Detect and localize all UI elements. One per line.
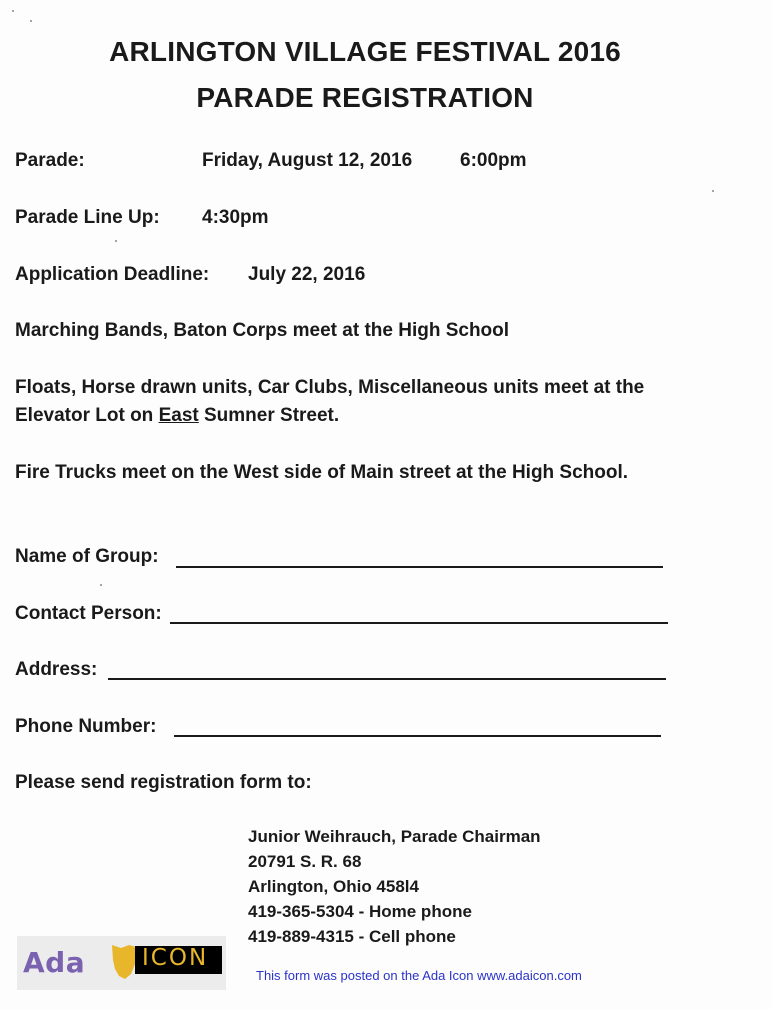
send-label: Please send registration form to:	[15, 772, 312, 793]
phone-label: Phone Number:	[15, 716, 157, 737]
chairman-name: Junior Weihrauch, Parade Chairman	[248, 827, 541, 846]
logo-ada-text: Ada	[23, 946, 86, 979]
group-field[interactable]	[176, 566, 663, 568]
ada-icon-logo	[17, 936, 226, 990]
contact-label: Contact Person:	[15, 603, 162, 624]
floats-note-east: East	[158, 405, 199, 426]
contact-field[interactable]	[170, 622, 668, 624]
chairman-home-phone: 419-365-5304 - Home phone	[248, 902, 472, 921]
parade-time: 6:00pm	[460, 150, 527, 171]
scan-speck	[115, 240, 117, 242]
bands-note: Marching Bands, Baton Corps meet at the High School	[15, 320, 510, 341]
logo-icon-text: ICON	[142, 945, 209, 971]
chairman-city: Arlington, Ohio 458l4	[248, 877, 419, 896]
scan-speck	[100, 584, 102, 586]
scan-speck	[30, 20, 32, 22]
group-label: Name of Group:	[15, 546, 159, 567]
address-label: Address:	[15, 659, 98, 680]
floats-note-line2	[15, 405, 339, 427]
floats-note-pre: Elevator Lot on	[15, 405, 159, 426]
firetrucks-note: Fire Trucks meet on the West side of Main street at the High School.	[15, 462, 629, 483]
scan-speck	[712, 190, 714, 192]
deadline-date: July 22, 2016	[248, 264, 366, 285]
chairman-cell-phone: 419-889-4315 - Cell phone	[248, 927, 456, 946]
floats-note-line1: Floats, Horse drawn units, Car Clubs, Miscellaneous units meet at the	[15, 377, 645, 398]
deadline-label: Application Deadline:	[15, 264, 210, 285]
posted-note: This form was posted on the Ada Icon www.adaicon.com	[256, 968, 582, 983]
floats-note-post: Sumner Street.	[198, 405, 340, 426]
parade-date: Friday, August 12, 2016	[202, 150, 413, 171]
phone-field[interactable]	[174, 735, 661, 737]
chairman-street: 20791 S. R. 68	[248, 852, 362, 871]
lineup-time: 4:30pm	[202, 207, 269, 228]
form-title: PARADE REGISTRATION	[196, 82, 534, 113]
parade-label: Parade:	[15, 150, 85, 171]
lineup-label: Parade Line Up:	[15, 207, 160, 228]
festival-title: ARLINGTON VILLAGE FESTIVAL 2016	[109, 36, 621, 67]
address-field[interactable]	[108, 678, 666, 680]
scan-speck	[12, 10, 14, 12]
